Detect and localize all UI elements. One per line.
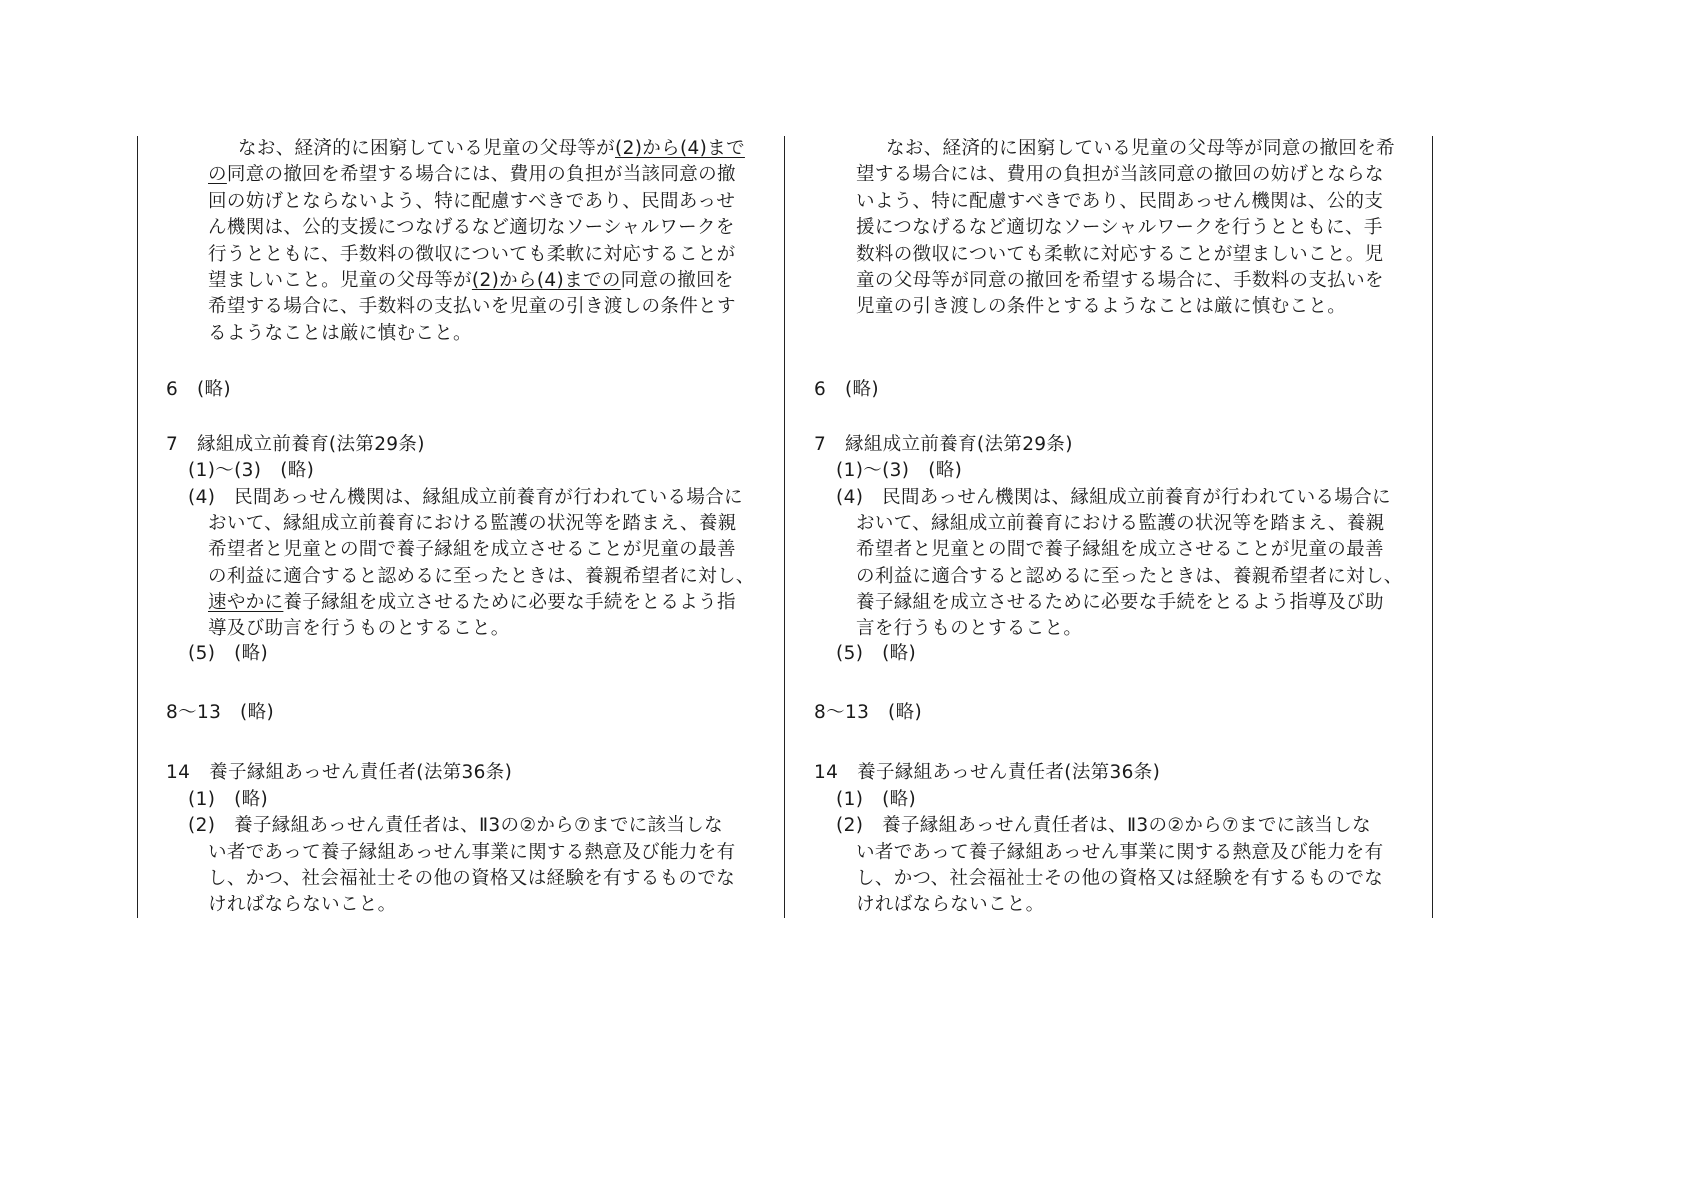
text-line: 数料の徴収についても柔軟に対応することが望ましいこと。児 <box>856 244 1384 265</box>
section-6-heading: 6 (略) <box>166 379 231 400</box>
section-14-heading: 14 養子縁組あっせん責任者(法第36条) <box>166 762 513 783</box>
item-4-line: の利益に適合すると認めるに至ったときは、養親希望者に対し、 <box>856 566 1403 587</box>
item-1-3: (1)～(3) (略) <box>836 460 963 481</box>
underlined-revision: の <box>208 164 227 185</box>
underlined-revision: 速やかに <box>208 592 284 613</box>
section-6-heading: 6 (略) <box>814 379 879 400</box>
section-7-heading: 7 縁組成立前養育(法第29条) <box>166 434 425 455</box>
item-5: (5) (略) <box>836 643 917 664</box>
section-14-heading: 14 養子縁組あっせん責任者(法第36条) <box>814 762 1161 783</box>
item-4-line: 導及び助言を行うものとすること。 <box>208 618 510 639</box>
item-4-line: おいて、縁組成立前養育における監護の状況等を踏まえ、養親 <box>856 513 1385 534</box>
text-line: 援につなげるなど適切なソーシャルワークを行うとともに、手 <box>856 217 1383 238</box>
text-line: なお、経済的に困窮している児童の父母等が(2)から(4)まで <box>238 138 745 159</box>
item-4-line: の利益に適合すると認めるに至ったときは、養親希望者に対し、 <box>208 566 755 587</box>
text-line: なお、経済的に困窮している児童の父母等が同意の撤回を希 <box>886 138 1395 159</box>
item-1: (1) (略) <box>188 789 269 810</box>
text-line: 望する場合には、費用の負担が当該同意の撤回の妨げとならな <box>856 164 1384 185</box>
text-line: 童の父母等が同意の撤回を希望する場合に、手数料の支払いを <box>856 270 1384 291</box>
item-2-line: (2) 養子縁組あっせん責任者は、Ⅱ3の②から⑦までに該当しな <box>188 815 723 836</box>
underlined-revision: (2)から(4)まで <box>615 138 745 159</box>
text-line: 望ましいこと。児童の父母等が(2)から(4)までの同意の撤回を <box>208 270 734 291</box>
item-2-line: (2) 養子縁組あっせん責任者は、Ⅱ3の②から⑦までに該当しな <box>836 815 1371 836</box>
text-line: ん機関は、公的支援につなげるなど適切なソーシャルワークを <box>208 217 735 238</box>
item-4-line: (4) 民間あっせん機関は、縁組成立前養育が行われている場合に <box>188 487 743 508</box>
item-2-line: い者であって養子縁組あっせん事業に関する熱意及び能力を有 <box>208 842 736 863</box>
text-line: 行うとともに、手数料の徴収についても柔軟に対応することが <box>208 244 736 265</box>
item-1: (1) (略) <box>836 789 917 810</box>
item-4-line: 速やかに養子縁組を成立させるために必要な手続をとるよう指 <box>208 592 736 613</box>
item-4-line: 養子縁組を成立させるために必要な手続をとるよう指導及び助 <box>856 592 1384 613</box>
item-4-line: (4) 民間あっせん機関は、縁組成立前養育が行われている場合に <box>836 487 1391 508</box>
item-4-line: 言を行うものとすること。 <box>856 618 1083 639</box>
section-7-heading: 7 縁組成立前養育(法第29条) <box>814 434 1073 455</box>
column-rule-left <box>137 136 138 918</box>
item-4-line: 希望者と児童との間で養子縁組を成立させることが児童の最善 <box>856 539 1384 560</box>
item-2-line: い者であって養子縁組あっせん事業に関する熱意及び能力を有 <box>856 842 1384 863</box>
section-8-13-heading: 8～13 (略) <box>166 702 275 723</box>
item-5: (5) (略) <box>188 643 269 664</box>
column-rule-center <box>784 136 785 918</box>
underlined-revision: (2)から(4)までの <box>471 270 621 291</box>
text-line: 児童の引き渡しの条件とするようなことは厳に慎むこと。 <box>856 296 1347 317</box>
text-line: るようなことは厳に慎むこと。 <box>208 323 472 344</box>
item-1-3: (1)～(3) (略) <box>188 460 315 481</box>
item-2-line: し、かつ、社会福祉士その他の資格又は経験を有するものでな <box>208 868 736 889</box>
column-rule-right <box>1432 136 1433 918</box>
item-2-line: し、かつ、社会福祉士その他の資格又は経験を有するものでな <box>856 868 1384 889</box>
text-line: の同意の撤回を希望する場合には、費用の負担が当該同意の撤 <box>208 164 736 185</box>
text-line: 希望する場合に、手数料の支払いを児童の引き渡しの条件とす <box>208 296 736 317</box>
text-line: 回の妨げとならないよう、特に配慮すべきであり、民間あっせ <box>208 191 736 212</box>
section-8-13-heading: 8～13 (略) <box>814 702 923 723</box>
item-2-line: ければならないこと。 <box>208 894 397 915</box>
item-2-line: ければならないこと。 <box>856 894 1045 915</box>
item-4-line: おいて、縁組成立前養育における監護の状況等を踏まえ、養親 <box>208 513 737 534</box>
item-4-line: 希望者と児童との間で養子縁組を成立させることが児童の最善 <box>208 539 736 560</box>
text-line: いよう、特に配慮すべきであり、民間あっせん機関は、公的支 <box>856 191 1384 212</box>
